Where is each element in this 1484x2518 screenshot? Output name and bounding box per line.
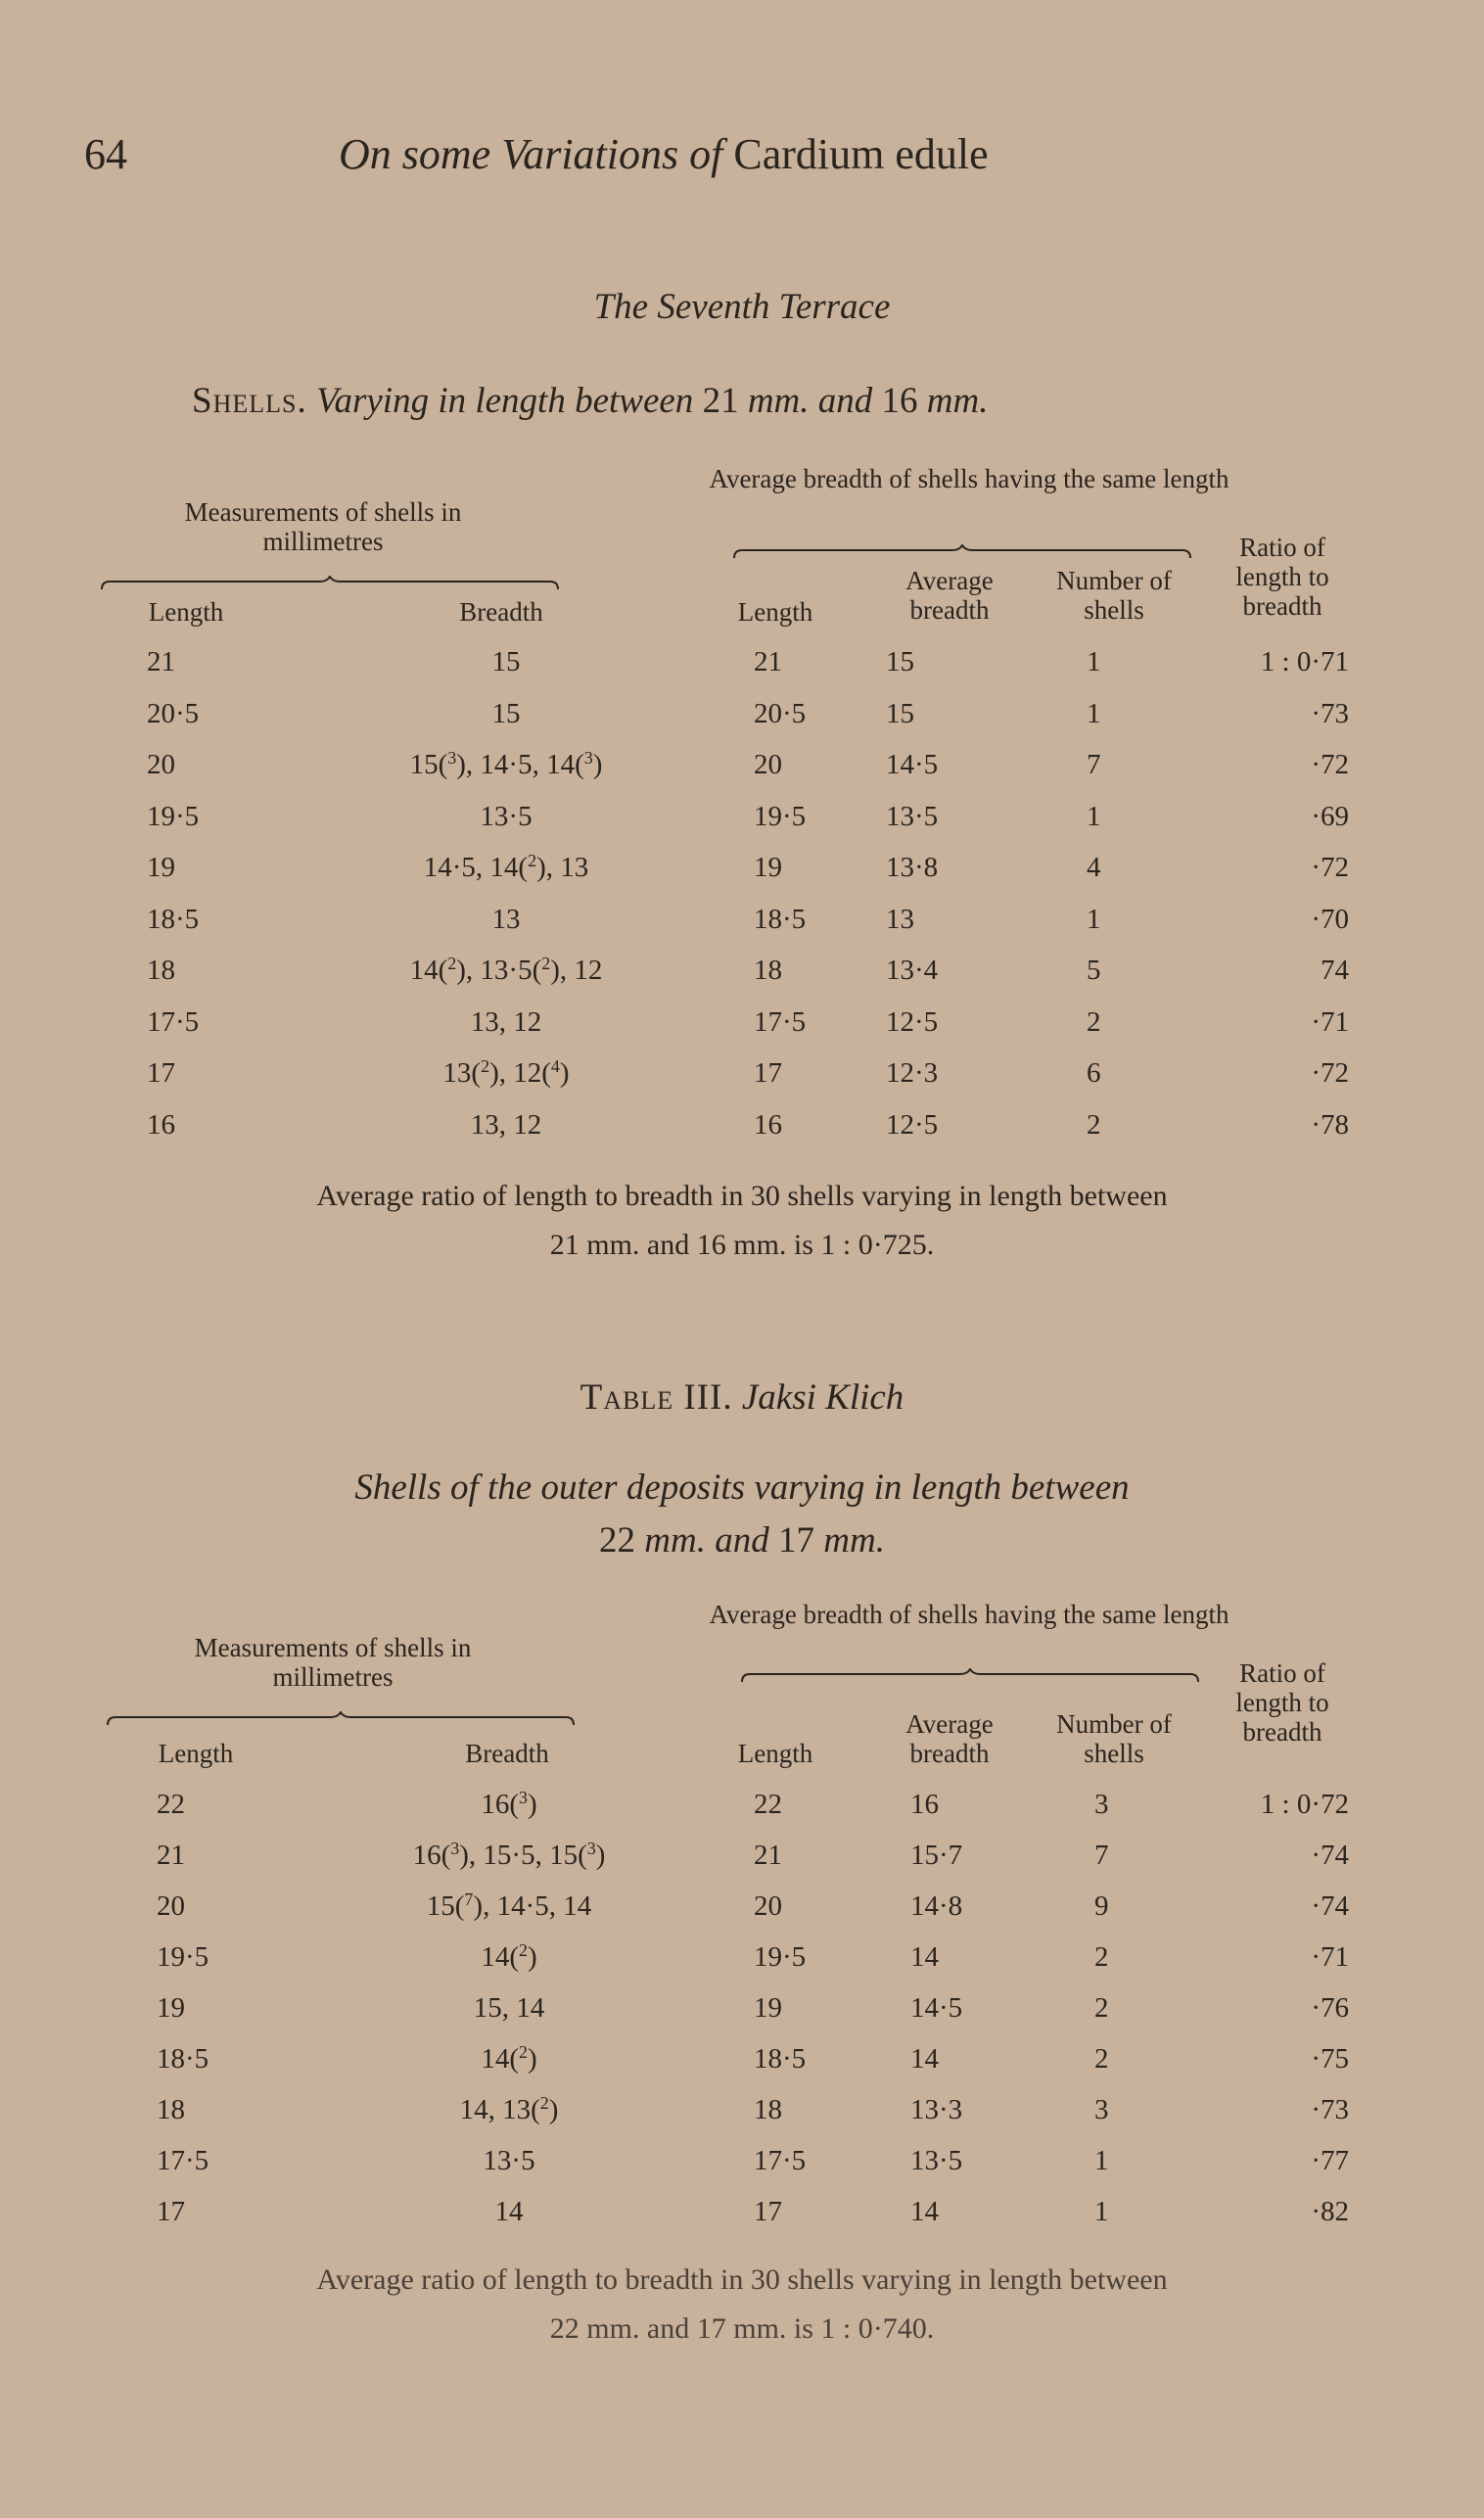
jaksi-klich-ratio-cell: ·71 (1311, 1941, 1349, 1973)
header-average-breadth: Average breadth (905, 566, 994, 625)
seventh-terrace-n-cell: 4 (1087, 852, 1101, 883)
jaksi-klich-breadth-cell: 13·5 (483, 2145, 535, 2176)
jaksi-klich-length-cell: 17·5 (157, 2145, 209, 2176)
table-iii-subtitle-1: Shells of the outer deposits varying in length between (354, 1468, 1130, 1508)
seventh-terrace-avg-cell: 13 (886, 903, 914, 935)
header-number-of-shells: Number of shells (1056, 566, 1172, 625)
seventh-terrace-length2-cell: 19 (754, 852, 782, 883)
summary-1 (0, 1172, 1484, 1270)
jaksi-klich-breadth-cell: 14($^2$) (481, 2042, 537, 2075)
jaksi-klich-length-cell: 18 (157, 2094, 185, 2125)
seventh-terrace-n-cell: 5 (1087, 955, 1101, 986)
jaksi-klich-breadth-cell: 16($^3$), 15·5, 15($^3$) (412, 1839, 606, 1871)
seventh-terrace-n-cell: 6 (1087, 1057, 1101, 1089)
jaksi-klich-breadth-cell: 15, 14 (473, 1992, 545, 2024)
seventh-terrace-length-cell: 19·5 (147, 800, 200, 832)
section-title: The Seventh Terrace (593, 287, 891, 327)
seventh-terrace-avg-cell: 12·3 (886, 1057, 939, 1089)
subtitle-and: and (817, 381, 873, 421)
jaksi-klich-avg-cell: 13·3 (910, 2094, 963, 2125)
seventh-terrace-length-cell: 20 (147, 749, 175, 780)
seventh-terrace-avg-cell: 14·5 (886, 749, 939, 780)
seventh-terrace-length2-cell: 20 (754, 749, 782, 780)
jaksi-klich-ratio-cell: ·76 (1311, 1992, 1349, 2024)
seventh-terrace-length-cell: 17 (147, 1057, 175, 1089)
seventh-terrace-length2-cell: 18 (754, 955, 782, 986)
jaksi-klich-length-cell: 17 (157, 2196, 185, 2227)
seventh-terrace-breadth-cell: 13 (491, 903, 521, 935)
jaksi-klich-n-cell: 1 (1094, 2196, 1109, 2227)
subtitle-value-2: 16 (881, 381, 918, 421)
t3-sub-unit-1: mm. (644, 1520, 706, 1561)
table-iii-place: Jaksi Klich (741, 1377, 904, 1418)
page-number: 64 (84, 130, 127, 178)
jaksi-klich-ratio-cell: ·74 (1311, 1890, 1349, 1922)
seventh-terrace-breadth-cell: 14($^2$), 13·5($^2$), 12 (409, 954, 603, 986)
t3-header-average-breadth: Average breadth (905, 1709, 994, 1768)
brace-average-group (732, 544, 1192, 558)
t3-sub-unit-2: mm. (823, 1520, 885, 1561)
t3-header-length-2: Length (737, 1739, 813, 1768)
summary-1-line-1: Average ratio of length to breadth in 30 shells varying in length between (316, 1180, 1168, 1212)
header-length: Length (148, 597, 224, 627)
t3-header-average-group: Average breadth of shells having the same length (709, 1600, 1229, 1629)
table-iii-subtitle-2 (0, 1519, 1484, 1562)
summary-2-line-1: Average ratio of length to breadth in 30 shells varying in length between (316, 2263, 1168, 2296)
seventh-terrace-length2-cell: 17·5 (754, 1005, 807, 1038)
jaksi-klich-length-cell: 19·5 (157, 1941, 209, 1973)
jaksi-klich-length2-cell: 17·5 (754, 2145, 807, 2176)
seventh-terrace-n-cell: 1 (1087, 800, 1101, 832)
summary-2 (0, 2256, 1484, 2354)
seventh-terrace-length2-cell: 16 (754, 1108, 782, 1141)
seventh-terrace-n-cell: 1 (1087, 646, 1101, 677)
jaksi-klich-avg-cell: 16 (910, 1789, 939, 1820)
seventh-terrace-ratio-cell: ·70 (1311, 903, 1349, 935)
running-head-italic: On some Variations of (339, 130, 723, 178)
seventh-terrace-ratio-cell: ·72 (1311, 749, 1349, 780)
seventh-terrace-ratio-cell: ·72 (1311, 852, 1349, 883)
jaksi-klich-breadth-cell: 15($^7$), 14·5, 14 (426, 1889, 592, 1922)
jaksi-klich-breadth-cell: 14, 13($^2$) (459, 2093, 559, 2125)
jaksi-klich-n-cell: 9 (1094, 1890, 1109, 1922)
jaksi-klich-avg-cell: 14 (910, 2196, 939, 2227)
seventh-terrace-avg-cell: 13·4 (886, 955, 939, 986)
seventh-terrace-breadth-cell: 14·5, 14($^2$), 13 (423, 851, 589, 883)
seventh-terrace-avg-cell: 12·5 (886, 1005, 939, 1038)
header-length-2: Length (737, 597, 813, 627)
header-ratio: Ratio of length to breadth (1235, 533, 1329, 621)
running-head (339, 129, 989, 179)
seventh-terrace-n-cell: 2 (1087, 1005, 1101, 1038)
seventh-terrace-ratio-cell: ·71 (1311, 1005, 1349, 1038)
t3-sub-value-1: 22 (599, 1520, 636, 1561)
t3-header-ratio: Ratio of length to breadth (1235, 1658, 1329, 1747)
jaksi-klich-length2-cell: 18·5 (754, 2043, 807, 2075)
subtitle-lead: Shells. (192, 381, 307, 421)
jaksi-klich-avg-cell: 13·5 (910, 2145, 963, 2176)
seventh-terrace-length2-cell: 18·5 (754, 903, 807, 935)
header-measurements: Measurements of shells in millimetres (184, 497, 462, 556)
seventh-terrace-n-cell: 2 (1087, 1108, 1101, 1141)
jaksi-klich-n-cell: 3 (1094, 2094, 1109, 2125)
t3-brace-average-group (740, 1668, 1200, 1682)
jaksi-klich-ratio-cell: ·77 (1311, 2145, 1349, 2176)
jaksi-klich-avg-cell: 15·7 (910, 1840, 963, 1871)
seventh-terrace-breadth-cell: 15($^3$), 14·5, 14($^3$) (409, 748, 603, 780)
seventh-terrace-avg-cell: 12·5 (886, 1108, 939, 1141)
seventh-terrace-avg-cell: 13·8 (886, 852, 939, 883)
subtitle-value-1: 21 (702, 381, 739, 421)
seventh-terrace-breadth-cell: 15 (491, 697, 521, 729)
seventh-terrace-length2-cell: 17 (754, 1057, 782, 1089)
jaksi-klich-length2-cell: 21 (754, 1840, 782, 1871)
t3-header-measurements: Measurements of shells in millimetres (194, 1633, 472, 1692)
jaksi-klich-breadth-cell: 14($^2$) (481, 1940, 537, 1973)
jaksi-klich-length-cell: 18·5 (157, 2043, 209, 2075)
section-subtitle (192, 380, 988, 422)
subtitle-unit-2: mm. (926, 381, 989, 421)
jaksi-klich-length2-cell: 17 (754, 2196, 782, 2227)
seventh-terrace-length2-cell: 19·5 (754, 800, 807, 832)
t3-sub-and: and (715, 1520, 769, 1561)
seventh-terrace-length2-cell: 21 (754, 646, 782, 677)
jaksi-klich-ratio-cell: ·74 (1311, 1840, 1349, 1871)
table-iii-title (0, 1376, 1484, 1419)
seventh-terrace-breadth-cell: 13, 12 (470, 1108, 542, 1141)
seventh-terrace-avg-cell: 13·5 (886, 800, 939, 832)
jaksi-klich-avg-cell: 14 (910, 1941, 939, 1973)
jaksi-klich-length2-cell: 19 (754, 1992, 782, 2024)
jaksi-klich-breadth-cell: 16($^3$) (481, 1788, 537, 1820)
seventh-terrace-length-cell: 17·5 (147, 1005, 200, 1038)
t3-header-number-of-shells: Number of shells (1056, 1709, 1172, 1768)
jaksi-klich-n-cell: 3 (1094, 1789, 1109, 1820)
jaksi-klich-length2-cell: 18 (754, 2094, 782, 2125)
jaksi-klich-ratio-cell: ·75 (1311, 2043, 1349, 2075)
subtitle-unit-1: mm. (747, 381, 810, 421)
header-average-group: Average breadth of shells having the same length (709, 464, 1229, 493)
seventh-terrace-length2-cell: 20·5 (754, 697, 807, 729)
t3-header-length: Length (158, 1739, 234, 1768)
jaksi-klich-ratio-cell: ·73 (1311, 2094, 1349, 2125)
seventh-terrace-n-cell: 1 (1087, 697, 1101, 729)
seventh-terrace-breadth-cell: 13($^2$), 12($^4$) (442, 1056, 570, 1089)
seventh-terrace-n-cell: 1 (1087, 903, 1101, 935)
seventh-terrace-ratio-cell: ·73 (1311, 697, 1349, 729)
seventh-terrace-length-cell: 21 (147, 646, 175, 677)
seventh-terrace-ratio-cell: 74 (1321, 955, 1349, 986)
summary-2-line-2: 22 mm. and 17 mm. is 1 : 0·740. (549, 2312, 935, 2345)
seventh-terrace-ratio-cell: 1 : 0·71 (1260, 646, 1349, 677)
jaksi-klich-length-cell: 21 (157, 1840, 185, 1871)
jaksi-klich-ratio-cell: ·82 (1311, 2196, 1349, 2227)
seventh-terrace-length-cell: 16 (147, 1108, 175, 1141)
jaksi-klich-n-cell: 1 (1094, 2145, 1109, 2176)
jaksi-klich-length2-cell: 19·5 (754, 1941, 807, 1973)
jaksi-klich-n-cell: 7 (1094, 1840, 1109, 1871)
jaksi-klich-n-cell: 2 (1094, 1992, 1109, 2024)
seventh-terrace-avg-cell: 15 (886, 697, 914, 729)
seventh-terrace-ratio-cell: ·69 (1311, 800, 1349, 832)
seventh-terrace-length-cell: 19 (147, 852, 175, 883)
jaksi-klich-avg-cell: 14 (910, 2043, 939, 2075)
t3-brace-measurements (106, 1711, 576, 1725)
jaksi-klich-length-cell: 19 (157, 1992, 185, 2024)
jaksi-klich-avg-cell: 14·5 (910, 1992, 963, 2024)
seventh-terrace-avg-cell: 15 (886, 646, 914, 677)
seventh-terrace-breadth-cell: 13, 12 (470, 1005, 542, 1038)
seventh-terrace-breadth-cell: 13·5 (480, 800, 533, 832)
seventh-terrace-length-cell: 18·5 (147, 903, 200, 935)
running-head-roman: Cardium edule (733, 130, 989, 178)
jaksi-klich-ratio-cell: 1 : 0·72 (1260, 1789, 1349, 1820)
header-breadth: Breadth (459, 597, 543, 627)
jaksi-klich-length2-cell: 22 (754, 1789, 782, 1820)
jaksi-klich-length-cell: 22 (157, 1789, 185, 1820)
t3-header-breadth: Breadth (465, 1739, 549, 1768)
jaksi-klich-avg-cell: 14·8 (910, 1890, 963, 1922)
jaksi-klich-n-cell: 2 (1094, 2043, 1109, 2075)
subtitle-italic: Varying in length between (315, 381, 694, 421)
jaksi-klich-length-cell: 20 (157, 1890, 185, 1922)
brace-measurements (100, 576, 560, 589)
seventh-terrace-length-cell: 20·5 (147, 697, 200, 729)
t3-sub-value-2: 17 (778, 1520, 814, 1561)
seventh-terrace-ratio-cell: ·72 (1311, 1057, 1349, 1089)
jaksi-klich-n-cell: 2 (1094, 1941, 1109, 1973)
seventh-terrace-ratio-cell: ·78 (1311, 1108, 1349, 1141)
table-iii-label: Table III. (580, 1377, 733, 1418)
seventh-terrace-breadth-cell: 15 (491, 646, 521, 677)
seventh-terrace-n-cell: 7 (1087, 749, 1101, 780)
seventh-terrace-length-cell: 18 (147, 955, 175, 986)
summary-1-line-2: 21 mm. and 16 mm. is 1 : 0·725. (549, 1229, 935, 1261)
jaksi-klich-length2-cell: 20 (754, 1890, 782, 1922)
jaksi-klich-breadth-cell: 14 (494, 2196, 524, 2227)
